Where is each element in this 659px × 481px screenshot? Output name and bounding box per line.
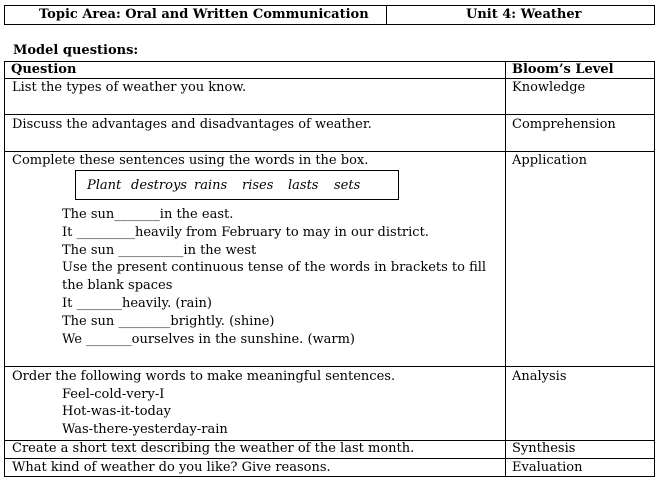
exercise-line: Feel-cold-very-I [62,387,165,402]
row-divider [4,366,655,367]
exercise-line: The sun __________in the west [62,243,257,258]
blooms-level: Application [512,153,587,168]
word-box-word: sets [334,178,361,193]
unit-heading: Unit 4: Weather [466,7,582,22]
column-header-question: Question [11,62,77,77]
exercise-line: The sun_______in the east. [62,207,234,222]
exercise-line: Hot-was-it-today [62,404,171,419]
question-text: Create a short text describing the weather of the last month. [12,441,415,456]
topic-area-heading: Topic Area: Oral and Written Communication [39,7,369,22]
word-box-word: rains [194,178,228,193]
blooms-level: Knowledge [512,80,586,95]
row-divider [4,114,655,115]
question-text: What kind of weather do you like? Give reasons. [12,460,331,475]
blooms-level: Analysis [512,369,567,384]
word-box-word: lasts [288,178,319,193]
word-box-word: rises [242,178,274,193]
exercise-line: The sun ________brightly. (shine) [62,314,275,329]
word-box-word: destroys [131,178,187,193]
column-divider [505,61,506,477]
exercise-line: Was-there-yesterday-rain [62,422,228,437]
exercise-line: It _________heavily from February to may in our district. [62,225,429,240]
blooms-level: Comprehension [512,117,616,132]
header-divider [386,5,387,25]
exercise-line: Use the present continuous tense of the words in brackets to fill [62,260,487,275]
question-text: Discuss the advantages and disadvantages of weather. [12,117,372,132]
exercise-line: It _______heavily. (rain) [62,296,212,311]
question-text: Complete these sentences using the words in the box. [12,153,369,168]
column-header-blooms-level: Bloom’s Level [512,62,614,77]
word-box-word: Plant [87,178,122,193]
question-text: List the types of weather you know. [12,80,247,95]
exercise-line: We _______ourselves in the sunshine. (warm) [62,332,356,347]
blooms-level: Evaluation [512,460,583,475]
blooms-level: Synthesis [512,441,576,456]
exercise-line: the blank spaces [62,278,173,293]
question-text: Order the following words to make meaningful sentences. [12,369,396,384]
model-questions-label: Model questions: [13,43,139,58]
